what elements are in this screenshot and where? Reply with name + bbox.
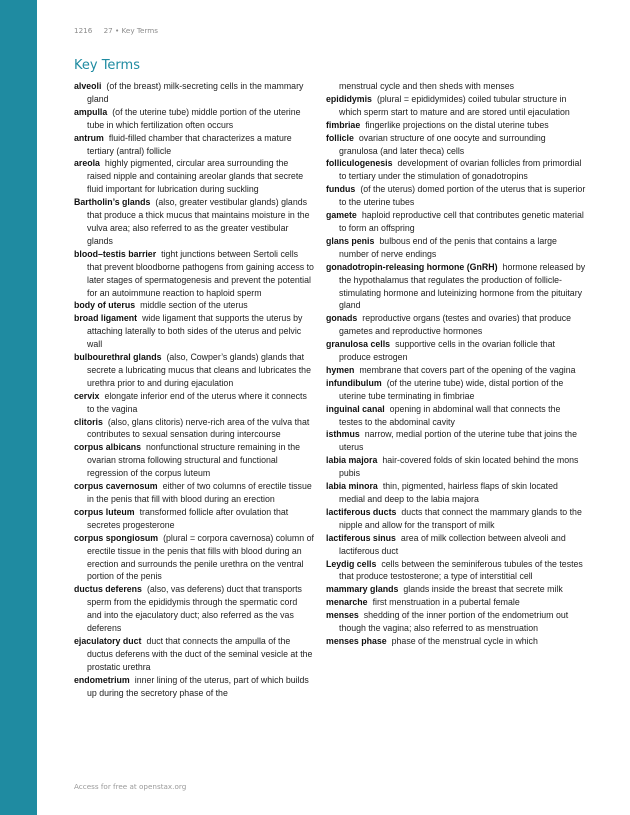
glossary-term: fundus [326,184,356,195]
glossary-entry [326,157,586,183]
glossary-entry [74,635,314,674]
glossary-definition: narrow, medial portion of the uterine tube that joins the uterus [339,429,577,453]
glossary-definition: ovarian structure of one oocyte and surrounding granulosa (and later theca) cells [339,132,546,156]
glossary-entry [74,299,314,312]
glossary-entry [74,248,314,300]
glossary-term: corpus cavernosum [74,481,158,492]
glossary-definition: haploid reproductive cell that contributes genetic material to form an offspring [339,210,584,233]
glossary-definition: (of the breast) milk-secreting cells in the mammary gland [87,81,304,104]
glossary-entry [74,80,314,106]
glossary-entry [74,132,314,158]
glossary-entry [326,596,586,609]
glossary-definition: glands inside the breast that secrete milk [403,584,563,595]
glossary-definition: elongate inferior end of the uterus where it connects to the vagina [87,390,307,414]
glossary-term: corpus luteum [74,506,135,517]
glossary-entry [74,106,314,132]
glossary-entry [326,583,586,596]
glossary-entry [326,235,586,261]
footer-link[interactable]: Access for free at openstax.org [74,782,187,791]
glossary-definition: wide ligament that supports the uterus by attaching laterally to both sides of the uterus and pelvic wall [87,313,303,350]
glossary-term: folliculogenesis [326,158,393,169]
glossary-entry [326,261,586,313]
glossary-definition: nonfunctional structure remaining in the ovarian stroma following structural and functional regression of the corpus luteum [87,442,301,479]
glossary-definition: area of milk collection between alveoli and lactiferous duct [339,532,566,556]
glossary-term: ejaculatory duct [74,635,142,646]
glossary-term: inguinal canal [326,403,385,414]
glossary-entry [326,558,586,584]
glossary-definition: transformed follicle after ovulation that secretes progesterone [87,506,289,530]
glossary-entry [74,441,314,480]
glossary-definition: thin, pigmented, hairless flaps of skin located medial and deep to the labia majora [339,481,558,504]
glossary-term: gonadotropin-releasing hormone (GnRH) [326,261,498,272]
continued-definition: menstrual cycle and then sheds with menses [339,81,515,91]
glossary-term: broad ligament [74,313,138,324]
glossary-definition: bulbous end of the penis that contains a large number of nerve endings [339,235,557,259]
glossary-entry [326,532,586,558]
glossary-term: ductus deferens [74,584,142,595]
glossary-definition: fluid-filled chamber that characterizes a mature tertiary (antral) follicle [87,132,292,156]
glossary-term: areola [74,158,100,169]
glossary-entry [326,454,586,480]
glossary-term: cervix [74,390,100,401]
glossary-entry [326,183,586,209]
glossary-term: hymen [326,364,355,375]
glossary-entry [74,583,314,635]
glossary-entry [74,351,314,390]
glossary-definition: (of the uterus) domed portion of the uterus that is superior to the uterine tubes [339,184,586,208]
glossary-definition: fingerlike projections on the distal uterine tubes [365,119,549,130]
glossary-definition: (of the uterine tube) middle portion of the uterine tube in which fertilization often occurs [87,106,301,130]
glossary-term: menses phase [326,635,387,646]
glossary-definition: inner lining of the uterus, part of which builds up during the secretory phase of the [87,674,309,698]
glossary-definition: opening in abdominal wall that connects the testes to the abdominal cavity [339,403,561,427]
left-column [74,80,314,700]
glossary-entry [326,119,586,132]
glossary-entry [74,416,314,442]
glossary-entry [74,157,314,196]
glossary-definition: (plural = epididymides) coiled tubular structure in which sperm start to mature and are stored until ejaculation [339,93,570,117]
glossary-definition: phase of the menstrual cycle in which [391,635,538,646]
glossary-entry [326,377,586,403]
glossary-definition: supportive cells in the ovarian follicle that produce estrogen [339,339,555,363]
glossary-entry [74,196,314,248]
glossary-term: follicle [326,132,354,143]
glossary-term: gamete [326,210,357,221]
glossary-definition: hormone released by the hypothalamus that regulates the production of follicle-stimulating hormone and luteinizing hormone from the pituitary gland [339,261,586,311]
glossary-definition: reproductive organs (testes and ovaries) that produce gametes and reproductive hormones [339,313,572,337]
glossary-entry [326,403,586,429]
glossary-entry [74,390,314,416]
glossary-entry [326,364,586,377]
glossary-term: menarche [326,597,368,608]
glossary-definition: cells between the seminiferous tubules of the testes that produce testosterone; a type of interstitial cell [339,558,583,582]
glossary-term: endometrium [74,674,130,685]
glossary-definition: (plural = corpora cavernosa) column of erectile tissue in the penis that fills with blood during an erection and surrounds the penile urethra on the ventral portion of the penis [87,532,314,582]
glossary-entry [326,506,586,532]
glossary-term: glans penis [326,235,375,246]
glossary-definition: ducts that connect the mammary glands to the nipple and allow for the transport of milk [339,506,582,530]
glossary-entry [326,132,586,158]
glossary-term: body of uterus [74,300,136,311]
glossary-term: menses [326,610,359,621]
glossary-definition: (also, glans clitoris) nerve-rich area of the vulva that contributes to sexual sensation during intercourse [87,416,310,440]
glossary-term: bulbourethral glands [74,352,162,363]
right-column [326,80,586,648]
glossary-term: Leydig cells [326,558,377,569]
glossary-definition: membrane that covers part of the opening of the vagina [359,364,576,375]
glossary-entry [326,635,586,648]
glossary-term: corpus spongiosum [74,532,159,543]
page-number: 1216 [74,26,93,35]
glossary-term: lactiferous ducts [326,506,397,517]
glossary-definition: (also, Cowper’s glands) glands that secrete a lubricating mucus that cleans and lubricates the urethra prior to and during ejaculation [87,352,311,388]
glossary-term: clitoris [74,416,103,427]
glossary-term: corpus albicans [74,442,141,453]
glossary-entry [326,609,586,635]
glossary-term: labia minora [326,481,378,492]
chapter-label: 27 • Key Terms [103,26,159,35]
glossary-term: antrum [74,132,104,143]
glossary-definition: (of the uterine tube) wide, distal portion of the uterine tube terminating in fimbriae [339,377,564,401]
glossary-entry [74,312,314,351]
glossary-term: mammary glands [326,584,399,595]
glossary-entry [74,532,314,584]
glossary-term: lactiferous sinus [326,532,396,543]
glossary-term: labia majora [326,455,378,466]
glossary-entry [74,674,314,700]
glossary-definition: tight junctions between Sertoli cells that prevent bloodborne pathogens from gaining access to later stages of spermatogenesis and prevent the potential for an autoimmune reaction to haploid sperm [87,248,314,298]
glossary-entry [326,93,586,119]
glossary-entry [326,209,586,235]
glossary-definition: (also, greater vestibular glands) glands that produce a thick mucus that maintains moisture in the vulva area; also referred to as the greater vestibular glands [87,197,310,246]
glossary-definition: (also, vas deferens) duct that transports sperm from the epididymis through the spermatic cord and into the ejaculatory duct; also referred as the vas deferens [87,584,302,634]
side-color-bar [0,0,37,815]
glossary-definition: duct that connects the ampulla of the ductus deferens with the duct of the seminal vesicle at the prostatic urethra [87,635,313,672]
glossary-term: infundibulum [326,377,382,388]
glossary-definition: shedding of the inner portion of the endometrium out though the vagina; also referred to as menstruation [339,610,569,634]
glossary-definition: either of two columns of erectile tissue in the penis that fill with blood during an erection [87,481,312,504]
glossary-term: ampulla [74,106,108,117]
glossary-term: blood–testis barrier [74,248,157,259]
glossary-definition: first menstruation in a pubertal female [372,597,520,608]
glossary-definition: highly pigmented, circular area surrounding the raised nipple and containing areolar glands that secrete fluid important for lubrication during suckling [87,158,304,195]
glossary-entry [326,312,586,338]
glossary-term: alveoli [74,81,102,91]
glossary-term: isthmus [326,429,360,440]
running-header [74,26,158,35]
glossary-entry [74,480,314,506]
glossary-term: granulosa cells [326,339,391,350]
glossary-entry [326,338,586,364]
glossary-entry [74,506,314,532]
glossary-term: epididymis [326,93,372,104]
glossary-term: Bartholin’s glands [74,197,151,208]
glossary-entry [326,428,586,454]
glossary-definition: middle section of the uterus [140,300,248,311]
glossary-term: gonads [326,313,358,324]
section-title: Key Terms [74,58,140,73]
glossary-definition: development of ovarian follicles from primordial to tertiary under the stimulation of gonadotropins [339,158,582,182]
glossary-entry [326,480,586,506]
glossary-definition: hair-covered folds of skin located behind the mons pubis [339,455,579,479]
glossary-term: fimbriae [326,119,361,130]
